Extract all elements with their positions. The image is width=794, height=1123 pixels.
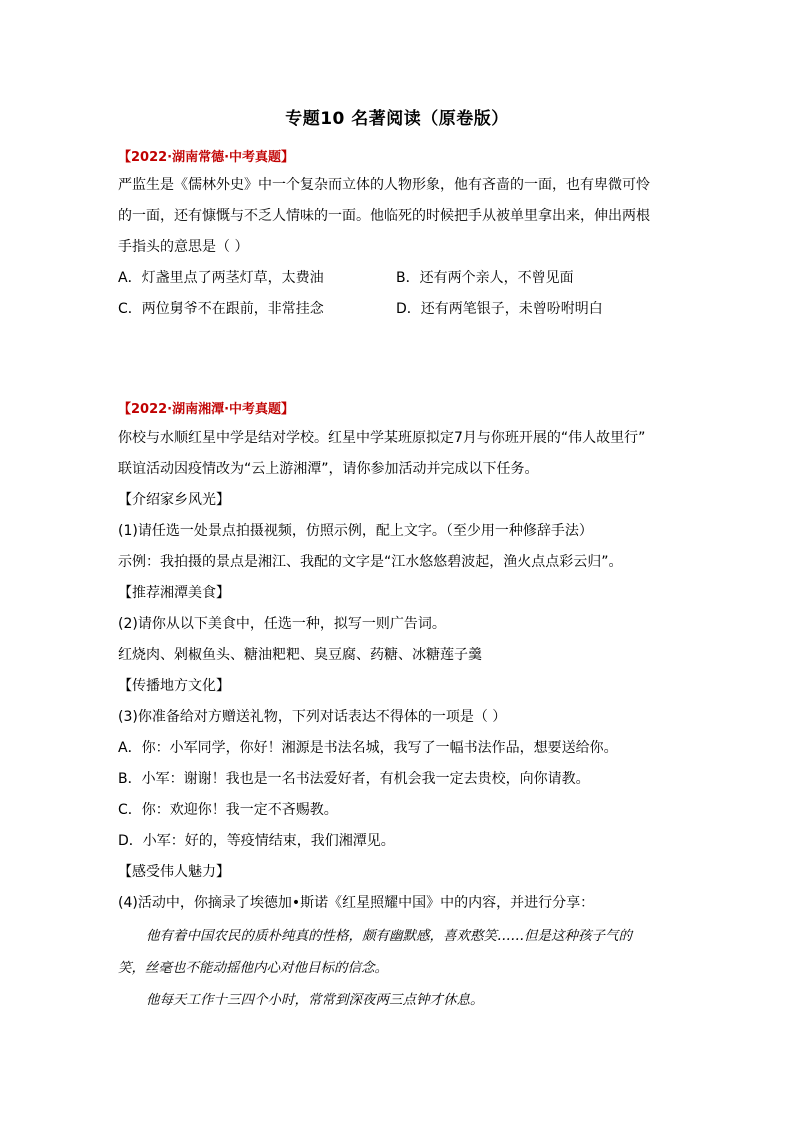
subquestion-2-foods: 红烧肉、剁椒鱼头、糖油粑粑、臭豆腐、药糖、冰糖莲子羹 (118, 647, 482, 663)
subquestion-3-option-a: A．你：小军同学，你好！湘源是书法名城，我写了一幅书法作品，想要送给你。 (118, 740, 618, 756)
document-title: 专题10 名著阅读（原卷版） (285, 109, 509, 129)
section-heading-leader: 【感受伟人魅力】 (118, 864, 230, 880)
q2-intro-line-1: 你校与水顺红星中学是结对学校。红星中学某班原拟定7月与你班开展的“伟人故里行” (118, 430, 646, 446)
section-heading-scenery: 【介绍家乡风光】 (118, 492, 230, 508)
q1-option-b: B．还有两个亲人，不曾见面 (396, 270, 574, 286)
subquestion-3-option-b: B．小军：谢谢！我也是一名书法爱好者，有机会我一定去贵校，向你请教。 (118, 771, 590, 787)
quote-paragraph-1-line-2: 笑，丝毫也不能动摇他内心对他目标的信念。 (118, 960, 388, 976)
quote-paragraph-2: 他每天工作十三四个小时，常常到深夜两三点钟才休息。 (146, 992, 484, 1008)
subquestion-3-option-d: D．小军：好的，等疫情结束，我们湘潭见。 (118, 833, 395, 849)
q1-stem-line-2: 的一面，还有慷慨与不乏人情味的一面。他临死的时候把手从被单里拿出来，伸出两根 (118, 208, 650, 224)
q1-option-c: C．两位舅爷不在跟前，非常挂念 (118, 301, 324, 317)
section-heading-culture: 【传播地方文化】 (118, 678, 230, 694)
subquestion-1-example: 示例：我拍摄的景点是湘江、我配的文字是“江水悠悠碧波起，渔火点点彩云归”。 (118, 554, 623, 570)
q1-stem-line-3: 手指头的意思是（ ） (118, 239, 249, 255)
q1-option-a: A．灯盏里点了两茎灯草，太费油 (118, 270, 324, 286)
subquestion-2: (2)请你从以下美食中，任选一种，拟写一则广告词。 (118, 616, 446, 632)
quote-paragraph-1-line-1: 他有着中国农民的质朴纯真的性格，颇有幽默感，喜欢憨笑……但是这种孩子气的 (146, 928, 632, 944)
subquestion-3-option-c: C．你：欢迎你！我一定不吝赐教。 (118, 802, 338, 818)
q1-option-d: D．还有两笔银子，未曾吩咐明白 (396, 301, 603, 317)
subquestion-4: (4)活动中，你摘录了埃德加•斯诺《红星照耀中国》中的内容，并进行分享： (118, 895, 595, 911)
subquestion-3: (3)你准备给对方赠送礼物，下列对话表达不得体的一项是（ ） (118, 709, 507, 725)
q1-source-tag: 【2022·湖南常德·中考真题】 (118, 150, 295, 165)
subquestion-1: (1)请任选一处景点拍摄视频，仿照示例，配上文字。（至少用一种修辞手法） (118, 523, 593, 539)
q2-intro-line-2: 联谊活动因疫情改为“云上游湘潭”，请你参加活动并完成以下任务。 (118, 461, 539, 477)
q1-stem-line-1: 严监生是《儒林外史》中一个复杂而立体的人物形象，他有吝啬的一面，也有卑微可怜 (118, 177, 650, 193)
section-heading-food: 【推荐湘潭美食】 (118, 585, 230, 601)
q2-source-tag: 【2022·湖南湘潭·中考真题】 (118, 402, 295, 417)
